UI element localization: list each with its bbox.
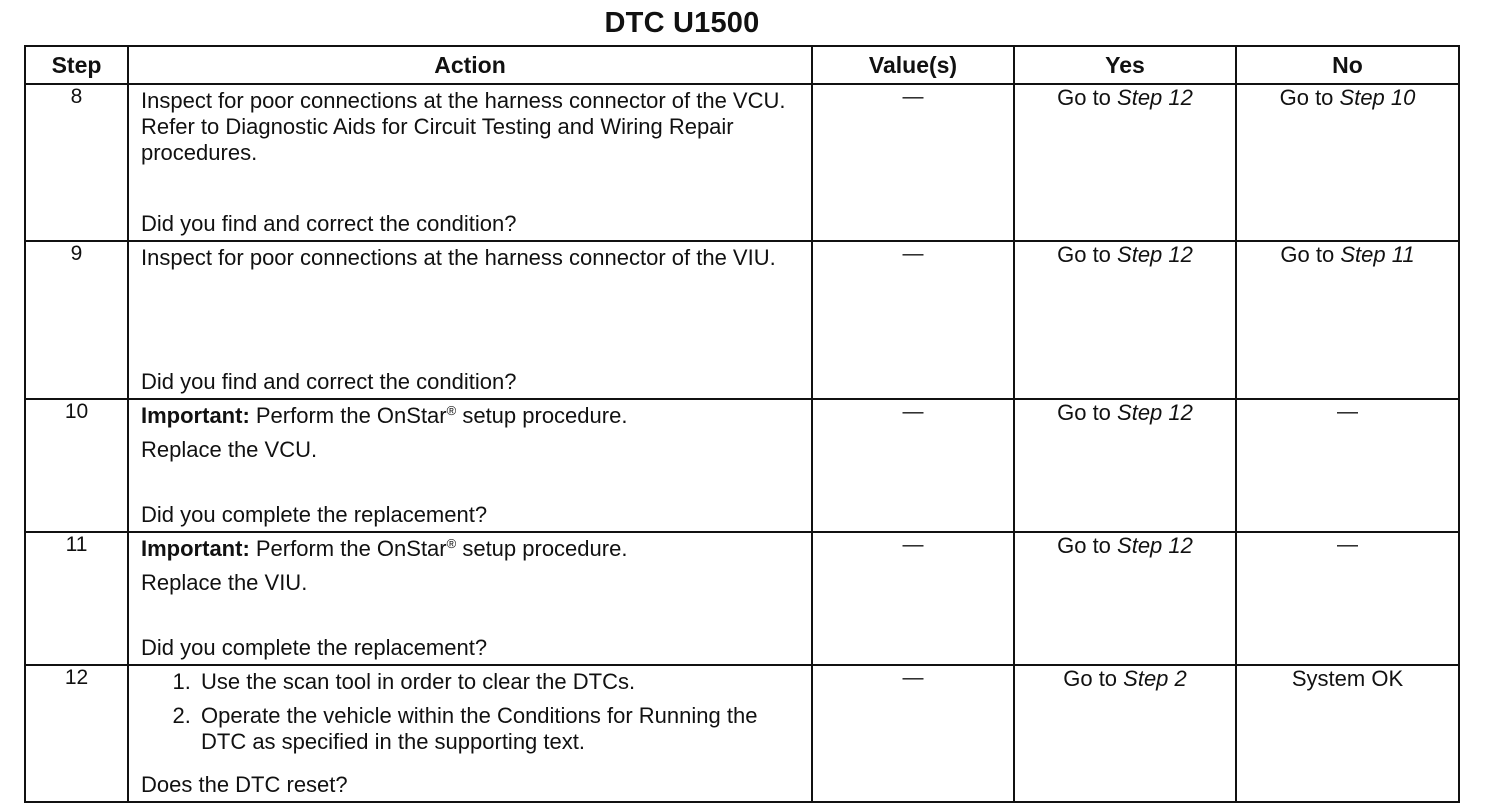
table-row xyxy=(25,241,1459,399)
step-number: 10 xyxy=(25,399,128,532)
no-prefix: Go to xyxy=(1280,242,1341,267)
value-cell: — xyxy=(812,532,1014,665)
action-cell xyxy=(128,532,812,665)
diagnostic-table xyxy=(24,45,1460,803)
action-cell xyxy=(128,665,812,802)
step-number: 9 xyxy=(25,241,128,399)
yes-cell xyxy=(1014,665,1236,802)
important-text: Perform the OnStar xyxy=(249,536,447,561)
table-row xyxy=(25,665,1459,802)
no-prefix: Go to xyxy=(1279,85,1340,110)
action-cell xyxy=(128,399,812,532)
step-number: 11 xyxy=(25,532,128,665)
action-question: Did you find and correct the condition? xyxy=(141,211,517,236)
important-note xyxy=(141,536,799,562)
header-action: Action xyxy=(128,46,812,84)
yes-cell xyxy=(1014,241,1236,399)
action-cell xyxy=(128,241,812,399)
registered-mark: ® xyxy=(446,536,457,551)
list-item: 1. Use the scan tool in order to clear the DTCs. xyxy=(197,669,799,695)
important-tail: setup procedure. xyxy=(456,536,628,561)
yes-prefix: Go to xyxy=(1057,242,1118,267)
important-text: Perform the OnStar xyxy=(249,403,447,428)
yes-cell xyxy=(1014,84,1236,241)
action-text: Replace the VCU. xyxy=(141,437,318,462)
yes-step-link: Step 12 xyxy=(1117,400,1193,425)
action-text: Inspect for poor connections at the harness connector of the VIU. xyxy=(141,245,776,270)
no-cell xyxy=(1236,84,1459,241)
yes-prefix: Go to xyxy=(1057,400,1118,425)
header-step: Step xyxy=(25,46,128,84)
page-title: DTC U1500 xyxy=(604,7,760,39)
yes-prefix: Go to xyxy=(1063,666,1124,691)
no-cell: System OK xyxy=(1236,665,1459,802)
yes-prefix: Go to xyxy=(1057,85,1118,110)
yes-step-link: Step 2 xyxy=(1123,666,1187,691)
no-step-link: Step 11 xyxy=(1340,242,1415,267)
action-question: Did you complete the replacement? xyxy=(141,635,488,660)
header-yes: Yes xyxy=(1014,46,1236,84)
action-question: Did you complete the replacement? xyxy=(141,502,488,527)
step-number: 8 xyxy=(25,84,128,241)
table-row xyxy=(25,532,1459,665)
procedure-list xyxy=(141,669,799,763)
list-item: 2. Operate the vehicle within the Conditions for Running the DTC as specified in the supporting text. xyxy=(197,703,799,755)
important-tail: setup procedure. xyxy=(456,403,628,428)
no-cell: — xyxy=(1236,399,1459,532)
value-cell: — xyxy=(812,665,1014,802)
action-text: Replace the VIU. xyxy=(141,570,308,595)
header-no: No xyxy=(1236,46,1459,84)
yes-step-link: Step 12 xyxy=(1117,533,1193,558)
yes-cell xyxy=(1014,399,1236,532)
table-row xyxy=(25,84,1459,241)
step-number: 12 xyxy=(25,665,128,802)
action-question: Did you find and correct the condition? xyxy=(141,369,517,394)
action-question: Does the DTC reset? xyxy=(141,772,348,797)
header-row xyxy=(25,46,1459,84)
important-note xyxy=(141,403,799,429)
important-label: Important: xyxy=(141,403,250,428)
yes-prefix: Go to xyxy=(1057,533,1118,558)
yes-step-link: Step 12 xyxy=(1117,85,1193,110)
important-label: Important: xyxy=(141,536,250,561)
value-cell: — xyxy=(812,399,1014,532)
header-values: Value(s) xyxy=(812,46,1014,84)
yes-step-link: Step 12 xyxy=(1117,242,1193,267)
value-cell: — xyxy=(812,84,1014,241)
no-cell xyxy=(1236,241,1459,399)
table-row xyxy=(25,399,1459,532)
yes-cell xyxy=(1014,532,1236,665)
action-text: Inspect for poor connections at the harness connector of the VCU. Refer to Diagnostic Aids for Circuit Testing and Wiring Repair procedures. xyxy=(141,88,786,165)
value-cell: — xyxy=(812,241,1014,399)
action-cell xyxy=(128,84,812,241)
no-step-link: Step 10 xyxy=(1339,85,1416,110)
registered-mark: ® xyxy=(446,403,457,418)
no-cell: — xyxy=(1236,532,1459,665)
